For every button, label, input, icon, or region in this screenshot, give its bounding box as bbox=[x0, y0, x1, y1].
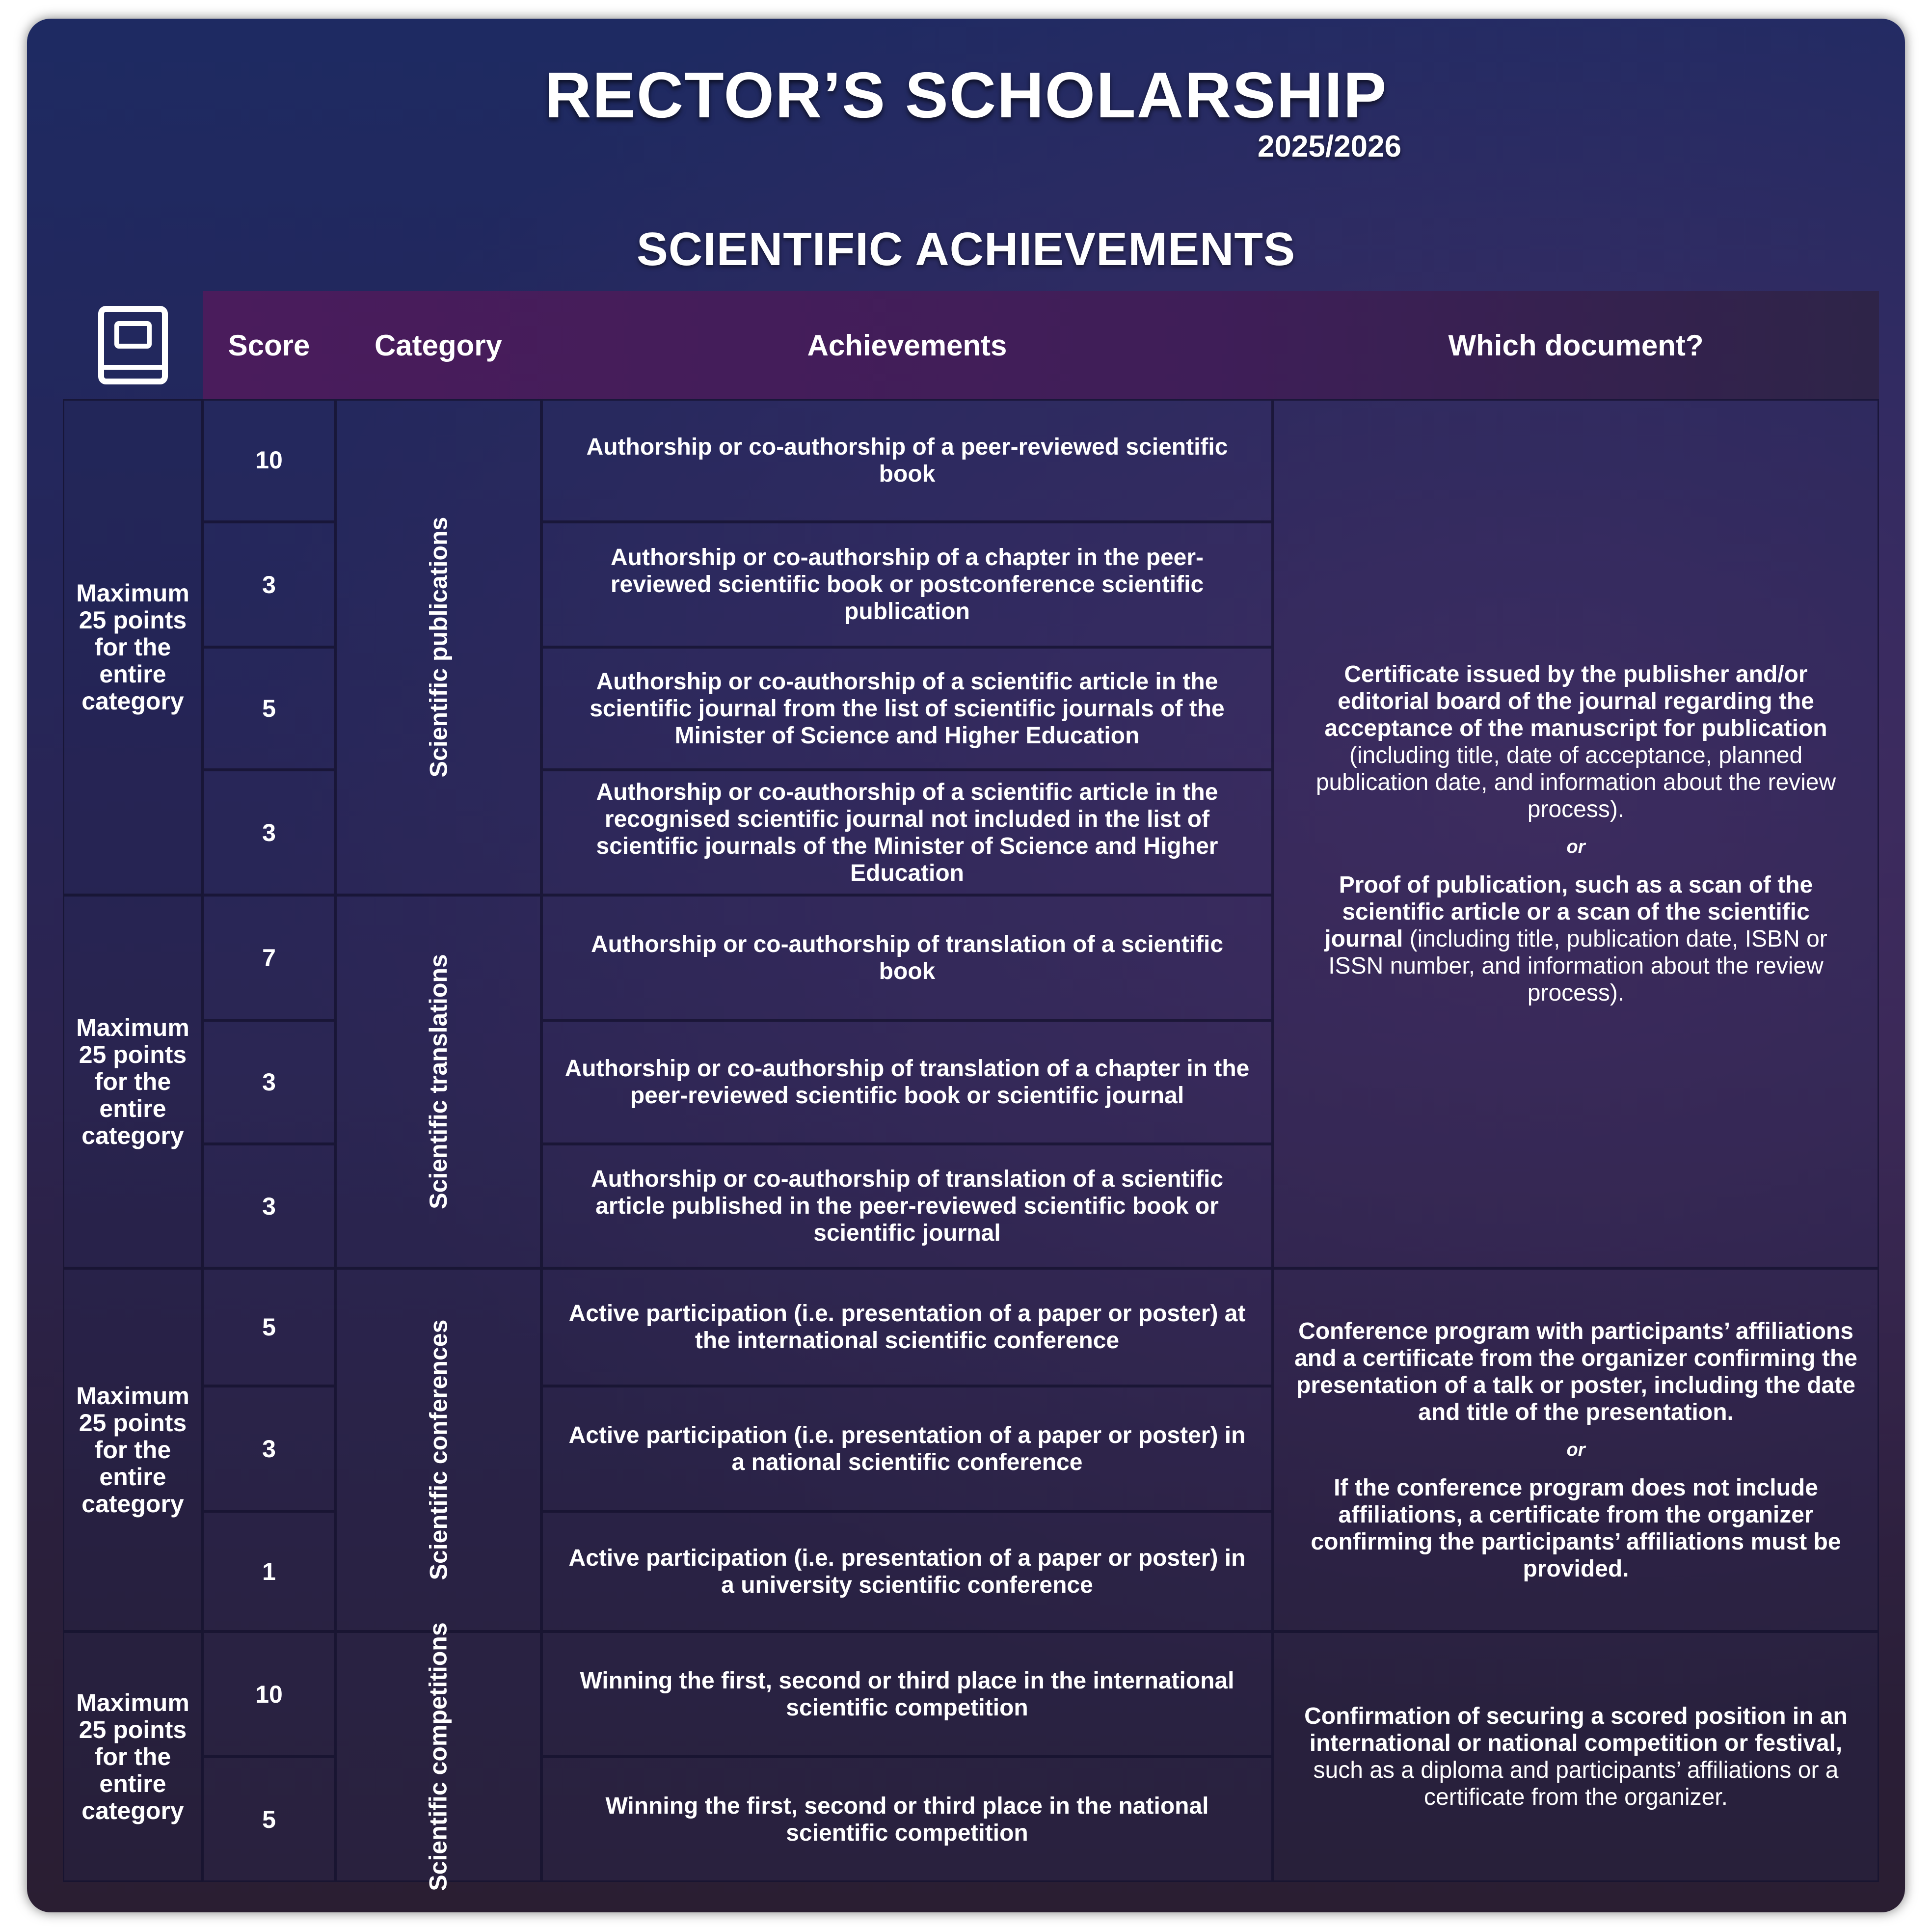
category-label: Scientific conferences bbox=[425, 1319, 453, 1580]
score-cell: 3 bbox=[203, 1386, 335, 1511]
score-cell: 1 bbox=[203, 1511, 335, 1632]
document-detail: (including title, date of acceptance, planned publication date, and information about the review process). bbox=[1315, 742, 1836, 822]
header-document: Which document? bbox=[1448, 328, 1704, 362]
category-label: Scientific competitions bbox=[425, 1622, 453, 1891]
document-main: Proof of publication, such as a scan of the scientific article or a scan of the scientific journal bbox=[1324, 872, 1813, 952]
achievement-cell: Winning the first, second or third place in the national scientific competition bbox=[541, 1757, 1273, 1882]
header-score: Score bbox=[228, 328, 310, 362]
document-detail: (including title, publication date, ISBN or ISSN number, and information about the review process). bbox=[1328, 926, 1827, 1006]
document-text bbox=[1309, 661, 1843, 823]
category-publications bbox=[335, 399, 541, 895]
score-cell: 5 bbox=[203, 647, 335, 770]
document-text bbox=[1309, 871, 1843, 1006]
score-cell: 10 bbox=[203, 399, 335, 522]
achievements-table bbox=[63, 291, 1879, 1891]
achievement-cell: Winning the first, second or third place in the international scientific competition bbox=[541, 1632, 1273, 1757]
academic-year: 2025/2026 bbox=[1257, 130, 1401, 163]
score-cell: 5 bbox=[203, 1757, 335, 1882]
score-cell: 3 bbox=[203, 522, 335, 647]
document-main: Conference program with participants’ affiliations and a certificate from the organizer confirming the presentation of a talk or poster, including the date and title of the presentation. bbox=[1294, 1318, 1857, 1425]
header-category: Category bbox=[374, 328, 503, 362]
category-translations bbox=[335, 895, 541, 1268]
achievement-cell: Authorship or co-authorship of translation of a chapter in the peer-reviewed scientific book or scientific journal bbox=[541, 1020, 1273, 1144]
max-points-conferences: Maximum 25 points for the entire category bbox=[63, 1268, 203, 1632]
achievement-cell: Authorship or co-authorship of a scientific article in the scientific journal from the list of scientific journals of the Minister of Science and Higher Education bbox=[541, 647, 1273, 770]
score-cell: 3 bbox=[203, 770, 335, 895]
book-icon bbox=[96, 306, 170, 384]
document-conferences bbox=[1273, 1268, 1879, 1632]
achievement-cell: Authorship or co-authorship of a chapter in the peer-reviewed scientific book or postconference scientific publication bbox=[541, 522, 1273, 647]
category-competitions bbox=[335, 1622, 541, 1891]
document-text bbox=[1304, 1703, 1848, 1811]
max-points-competitions: Maximum 25 points for the entire category bbox=[63, 1632, 203, 1882]
scholarship-card bbox=[27, 19, 1905, 1912]
table-header-row bbox=[203, 291, 1879, 399]
section-title: SCIENTIFIC ACHIEVEMENTS bbox=[636, 223, 1296, 275]
score-cell: 3 bbox=[203, 1020, 335, 1144]
header-achievements: Achievements bbox=[807, 328, 1007, 362]
achievement-cell: Authorship or co-authorship of translation of a scientific article published in the peer-reviewed scientific book or scientific journal bbox=[541, 1144, 1273, 1268]
max-points-publications: Maximum 25 points for the entire category bbox=[63, 399, 203, 895]
category-label: Scientific publications bbox=[425, 517, 453, 778]
category-label: Scientific translations bbox=[425, 954, 452, 1209]
category-conferences bbox=[335, 1268, 541, 1632]
achievement-cell: Active participation (i.e. presentation of a paper or poster) in a national scientific conference bbox=[541, 1386, 1273, 1511]
achievement-cell: Active participation (i.e. presentation of a paper or poster) at the international scientific conference bbox=[541, 1268, 1273, 1386]
score-cell: 5 bbox=[203, 1268, 335, 1386]
document-main: If the conference program does not include affiliations, a certificate from the organizer confirming the participants’ affiliations must be provided. bbox=[1311, 1474, 1841, 1582]
document-detail: such as a diploma and participants’ affiliations or a certificate from the organizer. bbox=[1313, 1757, 1839, 1810]
score-cell: 10 bbox=[203, 1632, 335, 1757]
achievement-cell: Authorship or co-authorship of a peer-reviewed scientific book bbox=[541, 399, 1273, 522]
page-title: RECTOR’S SCHOLARSHIP bbox=[544, 59, 1388, 131]
max-points-translations: Maximum 25 points for the entire category bbox=[63, 895, 203, 1268]
document-competitions bbox=[1273, 1632, 1879, 1882]
score-cell: 3 bbox=[203, 1144, 335, 1268]
achievement-cell: Active participation (i.e. presentation of a paper or poster) in a university scientific conference bbox=[541, 1511, 1273, 1632]
score-cell: 7 bbox=[203, 895, 335, 1020]
achievement-cell: Authorship or co-authorship of translation of a scientific book bbox=[541, 895, 1273, 1020]
document-publications bbox=[1273, 399, 1879, 1268]
document-main: Certificate issued by the publisher and/or editorial board of the journal regarding the acceptance of the manuscript for publication bbox=[1324, 661, 1827, 741]
book-icon-cell bbox=[63, 291, 203, 399]
or-separator: or bbox=[1566, 837, 1585, 857]
document-main: Confirmation of securing a scored position in an international or national competition or festival, bbox=[1304, 1703, 1848, 1756]
or-separator: or bbox=[1566, 1439, 1585, 1460]
achievement-cell: Authorship or co-authorship of a scientific article in the recognised scientific journal not included in the list of scientific journals of the Minister of Science and Higher Education bbox=[541, 770, 1273, 895]
